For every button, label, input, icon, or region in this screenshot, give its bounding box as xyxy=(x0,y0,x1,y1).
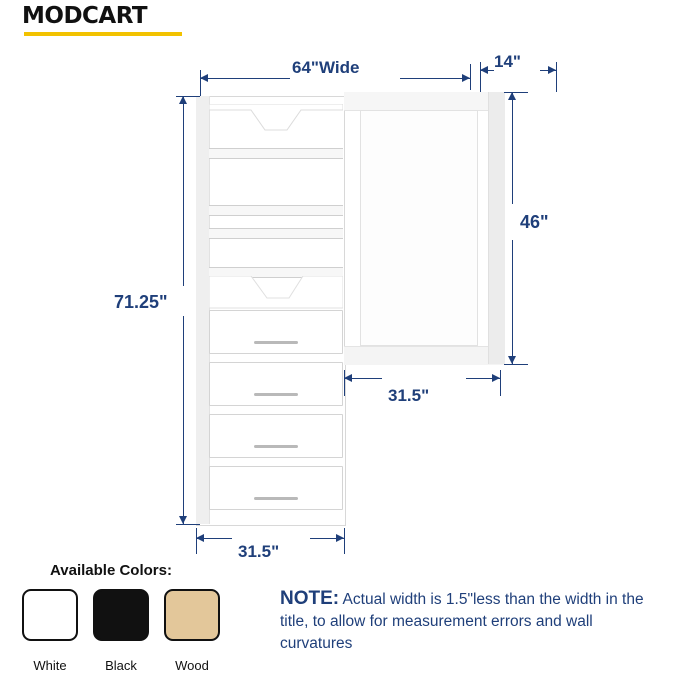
shelf-3 xyxy=(209,228,343,239)
hanging-section-opening xyxy=(360,110,478,346)
dimension-label-depth: 14" xyxy=(494,52,521,71)
dimension-label-top-width: 64"Wide xyxy=(292,58,360,77)
drawer-handle xyxy=(254,393,298,396)
note-block xyxy=(280,588,668,655)
tower-top-notch-icon xyxy=(209,104,343,150)
dimension-label-bottom-width: 31.5" xyxy=(238,542,280,561)
dimension-label-right-width: 31.5" xyxy=(388,386,430,405)
dimension-label-left-height: 71.25" xyxy=(114,292,168,312)
hanging-section-top-panel xyxy=(344,92,504,111)
hanging-section-bottom-panel xyxy=(344,346,504,365)
hanging-section-side-panel xyxy=(488,92,505,364)
drawer-1 xyxy=(209,310,343,354)
color-swatch-label: White xyxy=(33,658,67,673)
color-swatch-label: Wood xyxy=(175,658,209,673)
drawer-3 xyxy=(209,414,343,458)
brand-name: MODCART xyxy=(22,3,148,29)
drawer-4 xyxy=(209,466,343,510)
drawer-handle xyxy=(254,341,298,344)
drawer-2 xyxy=(209,362,343,406)
shelf-2 xyxy=(209,205,343,216)
brand-underline xyxy=(24,32,182,36)
drawer-handle xyxy=(254,497,298,500)
tower-mid-notch-icon xyxy=(209,276,343,310)
brand-logo xyxy=(22,2,202,30)
note-prefix: NOTE: xyxy=(280,588,340,609)
drawer-handle xyxy=(254,445,298,448)
shelf-1 xyxy=(209,148,343,159)
tower-left-panel xyxy=(196,96,210,524)
available-colors-title: Available Colors: xyxy=(50,562,172,579)
dimension-label-right-height: 46" xyxy=(520,212,549,232)
note-text: Actual width is 1.5"less than the width in the title, to allow for measurement errors and wall curvatures xyxy=(280,591,644,652)
color-swatch-label: Black xyxy=(105,658,137,673)
